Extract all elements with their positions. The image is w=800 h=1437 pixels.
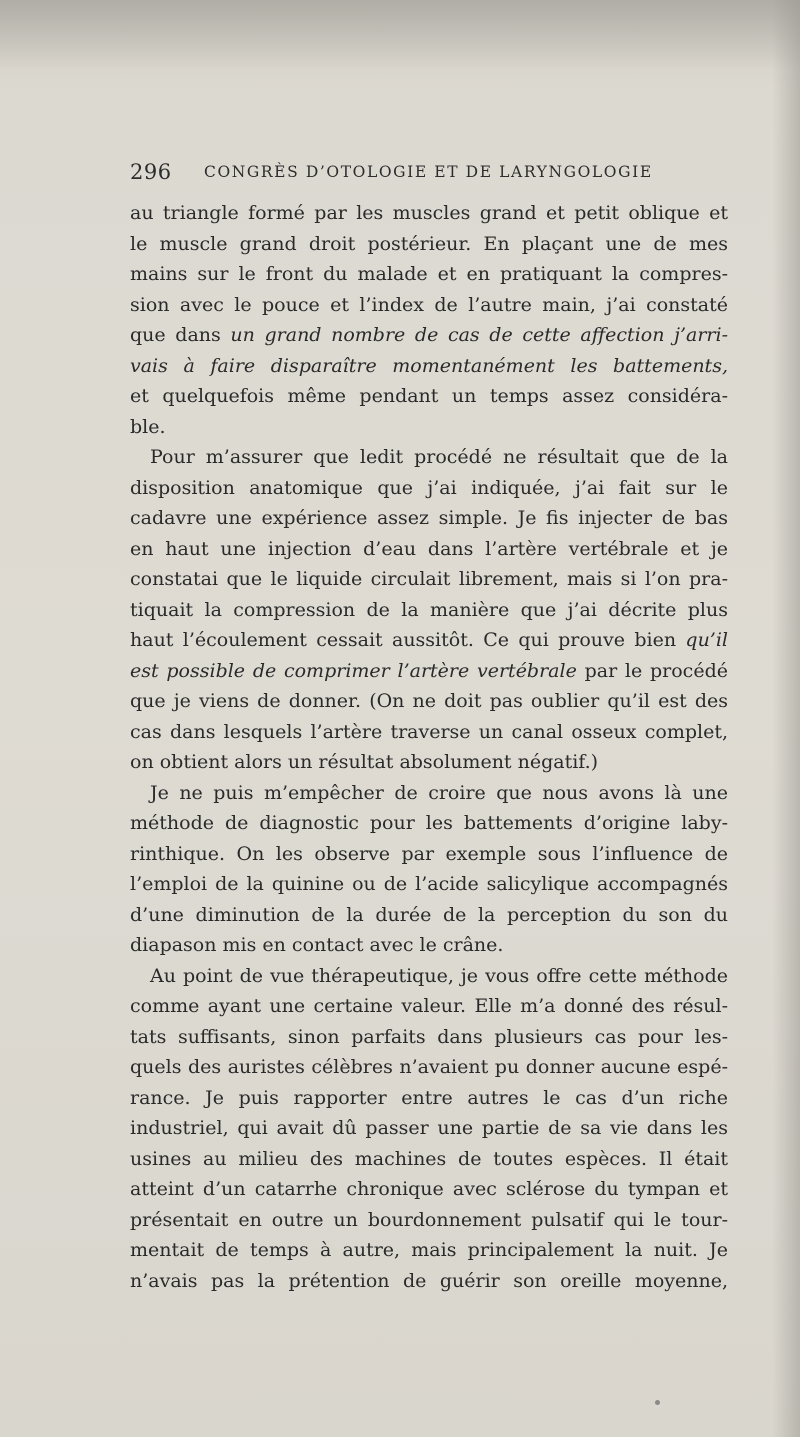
text-line: est possible de comprimer l’artère vertébrale par le procédé <box>130 659 728 682</box>
text-line: au triangle formé par les muscles grand et petit oblique et <box>130 202 728 224</box>
text-line: ble. <box>130 415 166 438</box>
text-line: n’avais pas la prétention de guérir son oreille moyenne, <box>130 1269 728 1292</box>
text-line: Au point de vue thérapeutique, je vous offre cette méthode <box>150 964 728 987</box>
text-line: en haut une injection d’eau dans l’artère vertébrale et je <box>130 537 728 560</box>
text-line: quels des auristes célèbres n’avaient pu donner aucune espé- <box>130 1056 728 1078</box>
text-line: industriel, qui avait dû passer une partie de sa vie dans les <box>130 1117 728 1139</box>
text-line: disposition anatomique que j’ai indiquée, j’ai fait sur le <box>130 476 728 499</box>
text-line: comme ayant une certaine valeur. Elle m’a donné des résul- <box>130 995 728 1017</box>
italic-text: qu’il <box>685 629 728 651</box>
text-line: cas dans lesquels l’artère traverse un canal osseux complet, <box>130 720 728 743</box>
italic-text: vais à faire disparaître momentanément les battements, <box>130 354 728 377</box>
running-head <box>130 160 730 186</box>
text-line: Je ne puis m’empêcher de croire que nous avons là une <box>150 781 728 804</box>
text-line: méthode de diagnostic pour les battements d’origine laby- <box>130 812 728 834</box>
text-line: diapason mis en contact avec le crâne. <box>130 934 504 956</box>
running-title: CONGRÈS D’OTOLOGIE ET DE LARYNGOLOGIE <box>204 163 653 181</box>
text-line: usines au milieu des machines de toutes espèces. Il était <box>130 1147 728 1170</box>
text-line: présentait en outre un bourdonnement pulsatif qui le tour- <box>130 1208 728 1231</box>
text-line: rance. Je puis rapporter entre autres le cas d’un riche <box>130 1086 728 1109</box>
text-line: mains sur le front du malade et en pratiquant la compres- <box>130 263 728 285</box>
italic-text: un grand nombre de cas de cette affection j’arri- <box>230 324 728 346</box>
text-line: haut l’écoulement cessait aussitôt. Ce qui prouve bien qu’il <box>130 629 728 651</box>
text-line: cadavre une expérience assez simple. Je fis injecter de bas <box>130 507 728 529</box>
scan-right-shadow <box>772 0 800 1437</box>
text-line: mentait de temps à autre, mais principalement la nuit. Je <box>130 1239 728 1261</box>
text-line: Pour m’assurer que ledit procédé ne résultait que de la <box>150 446 728 468</box>
scan-top-shadow <box>0 0 800 70</box>
text-line: constatai que le liquide circulait librement, mais si l’on pra- <box>130 568 728 590</box>
text-line: tats suffisants, sinon parfaits dans plusieurs cas pour les- <box>130 1025 728 1048</box>
body-text <box>130 198 728 1296</box>
text-line: le muscle grand droit postérieur. En plaçant une de mes <box>130 232 728 255</box>
text-line: tiquait la compression de la manière que j’ai décrite plus <box>130 598 728 621</box>
text-line: que dans un grand nombre de cas de cette affection j’arri- <box>130 324 728 346</box>
page-number: 296 <box>130 160 172 184</box>
ink-speck <box>655 1400 660 1405</box>
text-line: sion avec le pouce et l’index de l’autre main, j’ai constaté <box>130 293 728 316</box>
text-line: d’une diminution de la durée de la perception du son du <box>130 903 728 926</box>
text-line: atteint d’un catarrhe chronique avec sclérose du tympan et <box>130 1178 728 1200</box>
text-line: l’emploi de la quinine ou de l’acide salicylique accompagnés <box>130 873 728 895</box>
text-line: et quelquefois même pendant un temps assez considéra- <box>130 385 728 407</box>
italic-text: est possible de comprimer l’artère vertébrale <box>130 659 577 682</box>
text-line: que je viens de donner. (On ne doit pas oublier qu’il est des <box>130 690 728 712</box>
text-line <box>130 351 728 382</box>
text-line: on obtient alors un résultat absolument négatif.) <box>130 751 599 773</box>
text-line: rinthique. On les observe par exemple sous l’influence de <box>130 842 728 865</box>
